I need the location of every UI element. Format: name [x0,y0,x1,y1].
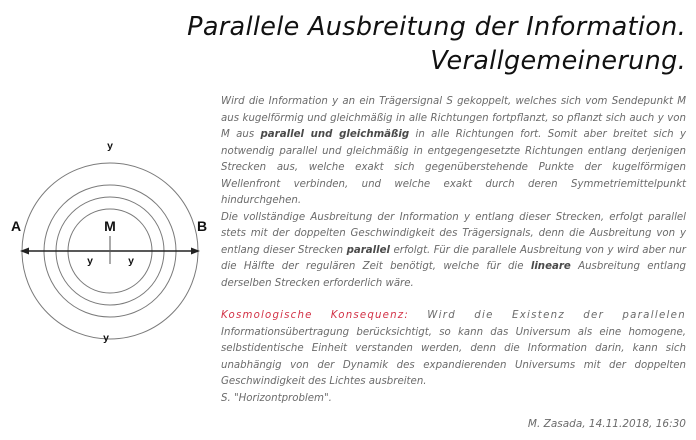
signature-date: M. Zasada, 14.11.2018, 16:30 [527,418,686,430]
p1-text-c: in alle Richtungen fort. Somit aber breitet sich y notwendig parallel und gleichmäßig in entgegengesetzte Richtungen entlang derjenigen Strecken aus, welche exakt sich gegenüberstehende Punkte der kugelförmigen Wellenfront verbinden, und welche exakt durch deren Symmetriemittelpunkt hindurchgehen. [221,129,687,206]
p3-text-b: Informationsübertragung berücksichtigt, so kann das Universum als eine homogene, selbstidentische Einheit verstanden werden, denn die Information darin, kann sich unabhängig von der Dynamik des expandierenden Universums mit der doppelten Geschwindigkeit des Lichtes ausbreiten. [221,326,686,387]
paragraph-2 [221,210,686,293]
arrow-left-icon [20,248,29,255]
label-y-top: y [107,140,113,152]
concentric-circles-diagram [0,128,218,358]
title-line-2: Verallgemeinerung. [430,46,686,76]
arrow-right-icon [191,248,200,255]
page-title [187,10,686,78]
title-line-1: Parallele Ausbreitung der Information. [187,12,686,42]
paragraph-1 [221,94,686,210]
label-y-bottom: y [103,332,109,344]
body-text [221,94,686,407]
p3-text-a: Wird die Existenz der parallelen [408,310,686,321]
p2-text-a: Die vollständige Ausbreitung der Information y entlang dieser Strecken, erfolgt parallel stets mit der doppelten Geschwindigkeit des Trägersignals, denn die Ausbreitung von y entlang dieser Strecken [221,211,686,256]
label-y-right: y [128,255,134,267]
paragraph-4 [221,391,686,408]
horizontproblem-reference: S. "Horizontproblem". [221,392,332,404]
paragraph-3 [221,308,686,391]
p2-emphasis-parallel: parallel [346,244,391,256]
label-m: M [104,218,116,234]
p2-text-e: Ausbreitung entlang derselben Strecken erforderlich wäre. [221,261,686,289]
kosmologische-konsequenz-label: Kosmologische Konsequenz: [221,310,409,321]
paragraph-gap [221,292,686,308]
p1-emphasis: parallel und gleichmäßig [260,129,410,140]
label-y-left: y [87,255,93,267]
p1-text-a: Wird die Information y an ein Trägersignal S gekoppelt, welches sich vom Sendepunkt M aus kugelförmig und gleichmäßig in alle Richtungen fortpflanzt, so pflanzt sich auch y von M aus [221,96,686,140]
label-a: A [10,218,22,234]
p2-text-c: erfolgt. Für die parallele Ausbreitung von y wird aber nur die Hälfte der regulären Zeit benötigt, welche für die [221,244,686,272]
label-b: B [196,218,208,234]
p2-emphasis-lineare: lineare [530,261,571,272]
